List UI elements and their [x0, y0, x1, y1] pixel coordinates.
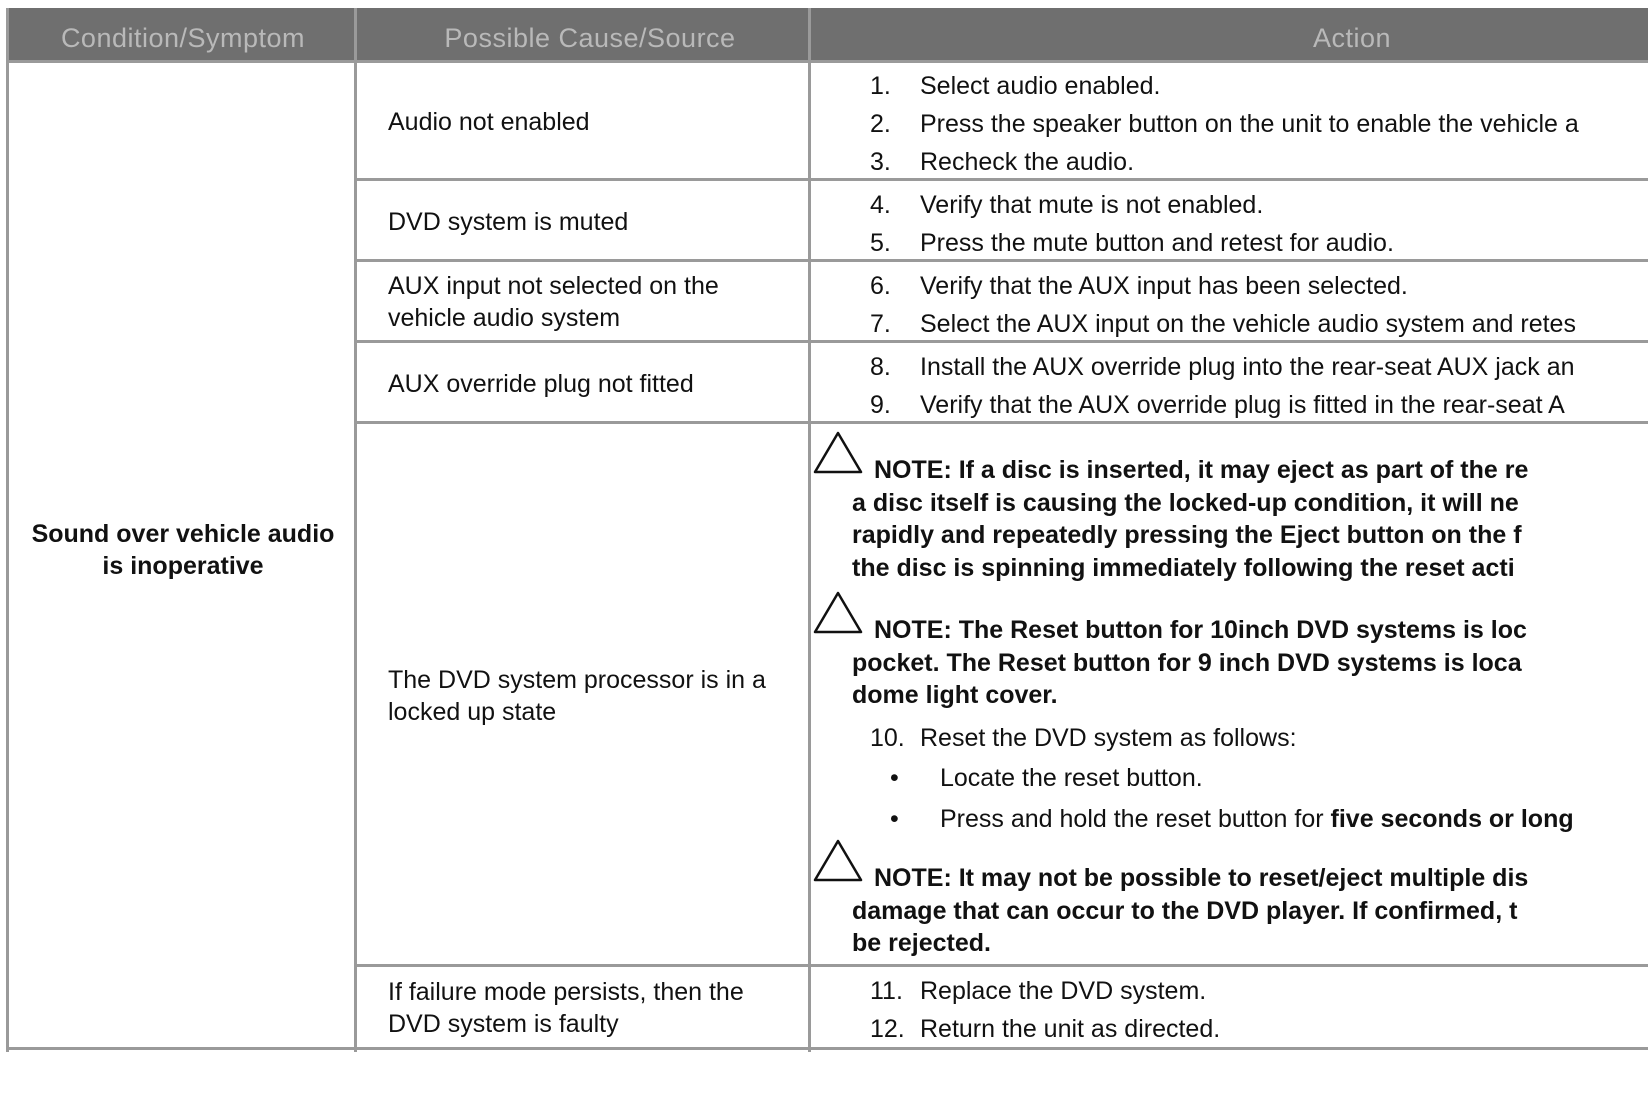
note-line: rapidly and repeatedly pressing the Eject button on the f: [852, 521, 1522, 549]
grid-line: [354, 964, 1648, 967]
step-number: 1.: [870, 72, 891, 100]
action-step: [870, 189, 1263, 221]
bullet-text: Locate the reset button.: [940, 764, 1203, 792]
note-line: pocket. The Reset button for 9 inch DVD systems is loca: [852, 648, 1522, 677]
bullet-dot: •: [890, 764, 899, 792]
note-line: NOTE: The Reset button for 10inch DVD systems is loc: [874, 616, 1527, 644]
grid-line: [354, 340, 1648, 343]
step-number: 12.: [870, 1015, 905, 1043]
note-line: the disc is spinning immediately following the reset acti: [852, 553, 1515, 582]
step-text: Reset the DVD system as follows:: [920, 724, 1297, 752]
condition-line: Sound over vehicle audio: [31, 520, 335, 548]
action-step: [870, 389, 1565, 421]
step-text: Return the unit as directed.: [920, 1015, 1221, 1043]
cause-line: vehicle audio system: [388, 304, 621, 332]
note-line: NOTE: If a disc is inserted, it may eject as part of the re: [874, 456, 1529, 484]
step-number: 2.: [870, 110, 891, 138]
step-text: Press the speaker button on the unit to enable the vehicle a: [920, 110, 1579, 138]
action-step: [870, 975, 1206, 1007]
step-number: 4.: [870, 191, 891, 219]
step-text: Press the mute button and retest for audio.: [920, 229, 1394, 257]
step-number: 11.: [870, 977, 903, 1005]
action-step: [870, 270, 1408, 302]
action-step: [870, 227, 1394, 259]
step-text: Recheck the audio.: [920, 148, 1135, 176]
grid-line: [808, 8, 811, 1052]
header-action: Action: [1312, 23, 1392, 53]
note-line: dome light cover.: [852, 681, 1058, 709]
bullet-text: Press and hold the reset button for: [940, 805, 1331, 833]
grid-line: [354, 421, 1648, 424]
grid-line: [6, 60, 1648, 63]
step-number: 7.: [870, 310, 891, 338]
cause-line: DVD system is faulty: [388, 1010, 619, 1038]
condition-line: is inoperative: [102, 552, 264, 580]
step-text: Select audio enabled.: [920, 72, 1161, 100]
step-number: 3.: [870, 148, 891, 176]
bullet-emphasis: five seconds or long: [1330, 805, 1574, 833]
cause-cell: DVD system is muted: [388, 208, 629, 236]
cause-cell: AUX override plug not fitted: [388, 370, 694, 398]
bullet-item: [870, 762, 1203, 794]
action-step: [870, 1013, 1220, 1045]
bullet-item: [870, 803, 1574, 835]
step-number: 5.: [870, 229, 891, 257]
cause-line: locked up state: [388, 698, 557, 726]
note-block: [852, 614, 1527, 712]
grid-line: [354, 259, 1648, 262]
note-block: [852, 454, 1528, 584]
header-condition-symptom: Condition/Symptom: [60, 23, 306, 53]
action-step: [870, 146, 1134, 178]
step-text: Verify that the AUX input has been selected.: [920, 272, 1408, 300]
cause-line: If failure mode persists, then the: [388, 978, 744, 1006]
cause-line: The DVD system processor is in a: [388, 666, 766, 694]
step-text: Verify that the AUX override plug is fitted in the rear-seat A: [920, 391, 1565, 419]
step-number: 8.: [870, 353, 891, 381]
step-number: 10.: [870, 724, 905, 752]
condition-symptom-cell: [8, 518, 358, 582]
cause-cell: Audio not enabled: [388, 108, 590, 136]
action-step: [870, 108, 1579, 140]
grid-line: [6, 1047, 1648, 1050]
step-text: Verify that mute is not enabled.: [920, 191, 1264, 219]
cause-cell: [388, 270, 719, 334]
step-text: Install the AUX override plug into the rear-seat AUX jack an: [920, 353, 1575, 381]
cause-line: AUX input not selected on the: [388, 272, 719, 300]
note-line: damage that can occur to the DVD player. If confirmed, t: [852, 896, 1518, 925]
note-line: NOTE: It may not be possible to reset/eject multiple dis: [874, 864, 1529, 892]
step-text: Replace the DVD system.: [920, 977, 1207, 1005]
header-possible-cause: Possible Cause/Source: [444, 23, 736, 53]
action-step: [870, 70, 1160, 102]
cause-cell: [388, 664, 766, 728]
note-block: [852, 862, 1528, 960]
step-number: 6.: [870, 272, 891, 300]
grid-line: [354, 178, 1648, 181]
cause-cell: [388, 976, 744, 1040]
note-line: be rejected.: [852, 929, 991, 957]
bullet-dot: •: [890, 805, 899, 833]
step-text: Select the AUX input on the vehicle audio system and retes: [920, 310, 1576, 338]
action-step: [870, 722, 1297, 754]
step-number: 9.: [870, 391, 891, 419]
note-line: a disc itself is causing the locked-up condition, it will ne: [852, 488, 1519, 517]
action-step: [870, 351, 1575, 383]
action-step: [870, 308, 1576, 340]
